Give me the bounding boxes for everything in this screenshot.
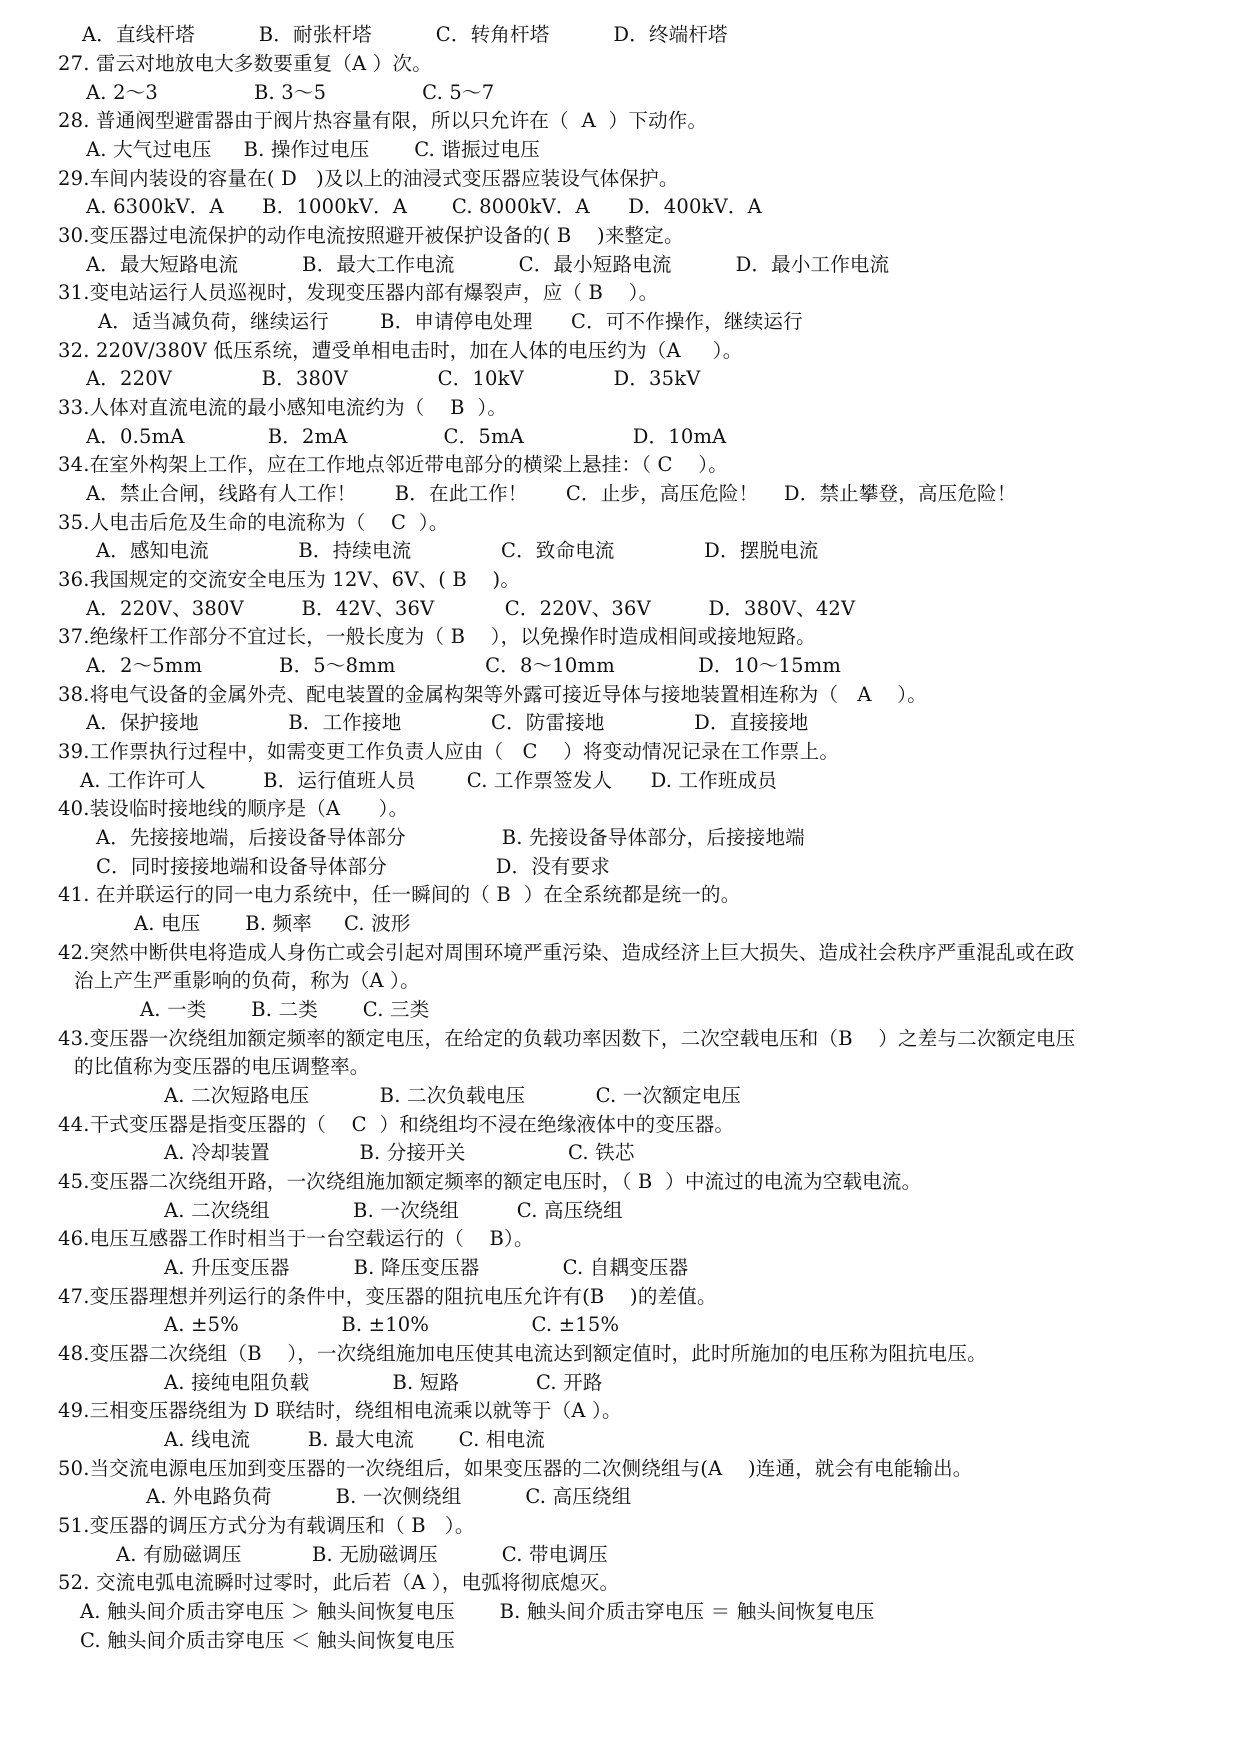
text-line: 29.车间内装设的容量在( D )及以上的油浸式变压器应装设气体保护。	[58, 167, 679, 190]
text-line: 43.变压器一次绕组加额定频率的额定电压，在给定的负载功率因数下，二次空载电压和（B ）之差与二次额定电压	[58, 1027, 1076, 1050]
text-line: A. 外电路负荷 B. 一次侧绕组 C. 高压绕组	[146, 1485, 632, 1508]
text-line: 49.三相变压器绕组为 D 联结时，绕组相电流乘以就等于（A ）。	[58, 1399, 622, 1422]
text-line: A．0.5mA B．2mA C．5mA D．10mA	[86, 425, 727, 448]
text-line: A. 二次短路电压 B. 二次负载电压 C. 一次额定电压	[164, 1084, 741, 1107]
text-line: C. 触头间介质击穿电压 ＜ 触头间恢复电压	[80, 1629, 455, 1652]
text-line: A．最大短路电流 B．最大工作电流 C．最小短路电流 D．最小工作电流	[86, 253, 890, 276]
text-line: 52. 交流电弧电流瞬时过零时，此后若（A ），电弧将彻底熄灭。	[58, 1571, 620, 1594]
text-line: 48.变压器二次绕组（B ），一次绕组施加电压使其电流达到额定值时，此时所施加的电压称为阻抗电压。	[58, 1342, 987, 1365]
text-line: A. 6300kV．A B．1000kV．A C. 8000kV．A D．400kV．A	[86, 195, 762, 218]
text-line: 36.我国规定的交流安全电压为 12V、6V、( B )。	[58, 568, 521, 591]
text-line: A．2～5mm B．5～8mm C．8～10mm D．10～15mm	[86, 654, 842, 677]
text-line: A. 一类 B. 二类 C. 三类	[140, 998, 430, 1021]
text-line: 42.突然中断供电将造成人身伤亡或会引起对周围环境严重污染、造成经济上巨大损失、造成社会秩序严重混乱或在政	[58, 941, 1075, 964]
text-line: 33.人体对直流电流的最小感知电流约为（ B ）。	[58, 396, 508, 419]
text-line: A．禁止合闸，线路有人工作！ B．在此工作！ C．止步，高压危险！ D．禁止攀登，高压危险！	[86, 482, 1017, 505]
text-line: A．220V、380V B．42V、36V C．220V、36V D．380V、42V	[86, 597, 856, 620]
text-line: 44.干式变压器是指变压器的（ C ）和绕组均不浸在绝缘液体中的变压器。	[58, 1113, 735, 1136]
text-line: 39.工作票执行过程中，如需变更工作负责人应由（ C ）将变动情况记录在工作票上。	[58, 740, 840, 763]
text-line: A．保护接地 B．工作接地 C．防雷接地 D．直接接地	[86, 711, 809, 734]
text-line: 治上产生严重影响的负荷，称为（A ）。	[74, 969, 420, 992]
text-line: A. ±5% B. ±10% C. ±15%	[164, 1313, 620, 1336]
text-line: A．先接接地端，后接设备导体部分 B. 先接设备导体部分，后接接地端	[96, 826, 805, 849]
text-line: 38.将电气设备的金属外壳、配电装置的金属构架等外露可接近导体与接地装置相连称为（ A ）。	[58, 683, 927, 706]
text-line: A. 接纯电阻负载 B. 短路 C. 开路	[164, 1371, 603, 1394]
text-line: A. 线电流 B. 最大电流 C. 相电流	[164, 1428, 546, 1451]
text-line: 28. 普通阀型避雷器由于阀片热容量有限，所以只允许在（ A ）下动作。	[58, 109, 708, 132]
text-line: 27. 雷云对地放电大多数要重复（A ）次。	[58, 52, 432, 75]
text-line: 45.变压器二次绕组开路，一次绕组施加额定频率的额定电压时，（ B ）中流过的电流为空载电流。	[58, 1170, 922, 1193]
text-line: A. 升压变压器 B. 降压变压器 C. 自耦变压器	[164, 1256, 689, 1279]
text-line: A．感知电流 B．持续电流 C．致命电流 D．摆脱电流	[96, 539, 819, 562]
text-line: A. 大气过电压 B. 操作过电压 C. 谐振过电压	[86, 138, 540, 161]
text-line: A．220V B．380V C．10kV D．35kV	[86, 367, 701, 390]
text-line: A. 二次绕组 B. 一次绕组 C. 高压绕组	[164, 1199, 623, 1222]
text-line: 34.在室外构架上工作，应在工作地点邻近带电部分的横梁上悬挂：（ C ）。	[58, 453, 728, 476]
text-line: 51.变压器的调压方式分为有载调压和（ B ）。	[58, 1514, 475, 1537]
text-line: 35.人电击后危及生命的电流称为（ C ）。	[58, 511, 449, 534]
text-line: 40.装设临时接地线的顺序是（A ）。	[58, 797, 409, 820]
text-line: 50.当交流电源电压加到变压器的一次绕组后，如果变压器的二次侧绕组与(A )连通，就会有电能输出。	[58, 1457, 973, 1480]
text-line: 41. 在并联运行的同一电力系统中，任一瞬间的（ B ）在全系统都是统一的。	[58, 883, 741, 906]
text-line: 37.绝缘杆工作部分不宜过长，一般长度为（ B ），以免操作时造成相间或接地短路。	[58, 625, 816, 648]
text-line: A. 有励磁调压 B. 无励磁调压 C. 带电调压	[116, 1543, 608, 1566]
text-line: C．同时接接地端和设备导体部分 D．没有要求	[96, 855, 611, 878]
text-line: A. 2～3 B. 3～5 C. 5～7	[86, 81, 495, 104]
text-line: A．直线杆塔 B．耐张杆塔 C．转角杆塔 D．终端杆塔	[82, 23, 728, 46]
text-line: 32. 220V/380V 低压系统，遭受单相电击时，加在人体的电压约为（A ）。	[58, 339, 743, 362]
text-line: A. 电压 B. 频率 C. 波形	[134, 912, 411, 935]
text-line: A. 工作许可人 B．运行值班人员 C. 工作票签发人 D. 工作班成员	[80, 769, 778, 792]
text-line: A．适当减负荷，继续运行 B．申请停电处理 C．可不作操作，继续运行	[98, 310, 803, 333]
text-line: 47.变压器理想并列运行的条件中，变压器的阻抗电压允许有(B )的差值。	[58, 1285, 717, 1308]
text-line: 30.变压器过电流保护的动作电流按照避开被保护设备的( B )来整定。	[58, 224, 684, 247]
text-line: 46.电压互感器工作时相当于一台空载运行的（ B）。	[58, 1227, 534, 1250]
text-line: A. 冷却装置 B. 分接开关 C. 铁芯	[164, 1141, 635, 1164]
text-line: A. 触头间介质击穿电压 ＞ 触头间恢复电压 B. 触头间介质击穿电压 ＝ 触头间恢复电压	[80, 1600, 875, 1623]
text-line: 的比值称为变压器的电压调整率。	[74, 1055, 370, 1078]
text-line: 31.变电站运行人员巡视时，发现变压器内部有爆裂声，应（ B ）。	[58, 281, 659, 304]
